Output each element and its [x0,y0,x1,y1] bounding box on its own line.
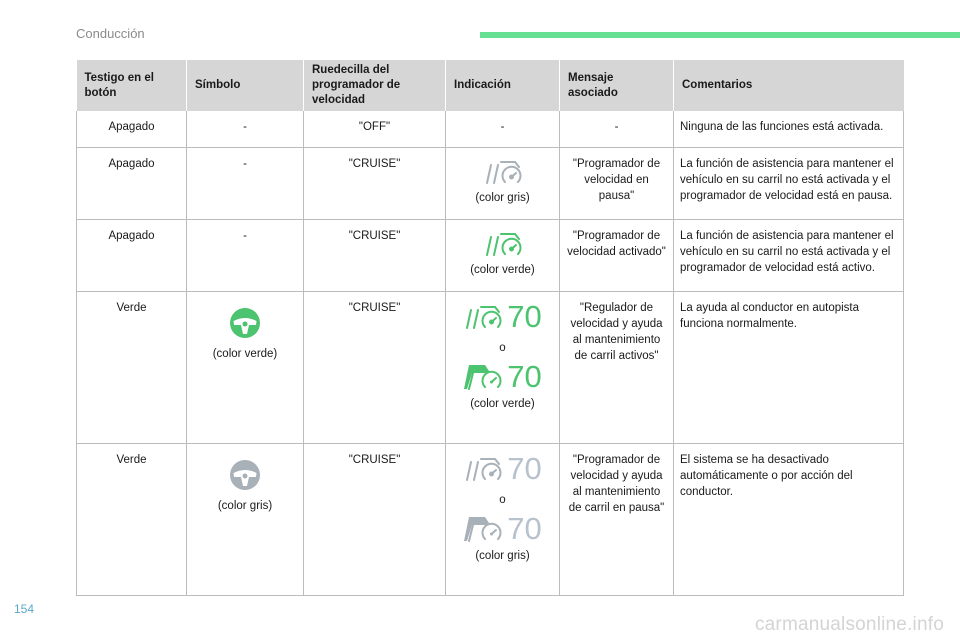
indicacion-cell [446,147,560,219]
indicacion-color-note: (color verde) [470,397,535,410]
indicacion-color-note: (color verde) [470,263,535,276]
testigo-cell: Apagado [77,111,187,147]
lane-cruise-outline-icon [463,301,503,333]
set-speed-value: 70 [507,358,542,394]
watermark: carmanualsonline.info [754,614,944,635]
column-header: Símbolo [187,60,304,111]
testigo-cell: Apagado [77,219,187,291]
set-speed-value: 70 [507,298,542,334]
cruise-control-icon [483,228,523,260]
lane-cruise-outline-icon [463,453,503,485]
table-header-row [77,60,904,111]
comentarios-cell: La ayuda al conductor en autopista funciona normalmente. [674,291,904,443]
page-number: 154 [14,602,35,616]
testigo-cell: Apagado [77,147,187,219]
ruedecilla-cell: "CRUISE" [304,147,446,219]
indicacion-cell [446,443,560,595]
simbolo-color-note: (color gris) [217,499,273,512]
or-label: o [499,341,506,354]
mensaje-cell: "Programador de velocidad y ayuda al mantenimiento de carril en pausa" [560,443,674,595]
lane-cruise-filled-icon [463,513,503,545]
or-label: o [499,493,506,506]
simbolo-color-note: (color verde) [212,347,278,360]
indicacion-cell: - [446,111,560,147]
column-header: Ruedecilla del programador de velocidad [304,60,446,111]
table-row [77,147,904,219]
simbolo-cell: - [187,219,304,291]
table-row [77,443,904,595]
column-header: Testigo en el botón [77,60,187,111]
mensaje-cell: "Programador de velocidad activado" [560,219,674,291]
section-title: Conducción [76,26,145,41]
set-speed-value: 70 [507,510,542,546]
ruedecilla-cell: "CRUISE" [304,291,446,443]
testigo-cell: Verde [77,291,187,443]
mensaje-cell: "Regulador de velocidad y ayuda al mantenimiento de carril activos" [560,291,674,443]
mensaje-cell: "Programador de velocidad en pausa" [560,147,674,219]
table-row [77,291,904,443]
table-row [77,219,904,291]
ruedecilla-cell: "CRUISE" [304,443,446,595]
column-header: Mensaje asociado [560,60,674,111]
comentarios-cell: La función de asistencia para mantener el vehículo en su carril no está activada y el programador de velocidad está activo. [674,219,904,291]
comentarios-cell: La función de asistencia para mantener el vehículo en su carril no está activada y el programador de velocidad está en pausa. [674,147,904,219]
indicacion-color-note: (color gris) [475,549,530,562]
simbolo-cell [187,291,304,443]
simbolo-cell: - [187,147,304,219]
table-row [77,111,904,147]
cruise-control-icon [483,156,523,188]
column-header: Comentarios [674,60,904,111]
ruedecilla-cell: "CRUISE" [304,219,446,291]
column-header: Indicación [446,60,560,111]
ruedecilla-cell: "OFF" [304,111,446,147]
set-speed-value: 70 [507,450,542,486]
mensaje-cell: - [560,111,674,147]
comentarios-cell: El sistema se ha desactivado automáticamente o por acción del conductor. [674,443,904,595]
section-color-bar [480,32,960,38]
steering-wheel-icon [228,306,262,340]
steering-wheel-icon [228,458,262,492]
simbolo-cell: - [187,111,304,147]
indicacion-cell [446,291,560,443]
indicacion-color-note: (color gris) [475,191,530,204]
indicacion-cell [446,219,560,291]
lane-cruise-filled-icon [463,361,503,393]
comentarios-cell: Ninguna de las funciones está activada. [674,111,904,147]
indicator-table [76,60,904,596]
testigo-cell: Verde [77,443,187,595]
simbolo-cell [187,443,304,595]
